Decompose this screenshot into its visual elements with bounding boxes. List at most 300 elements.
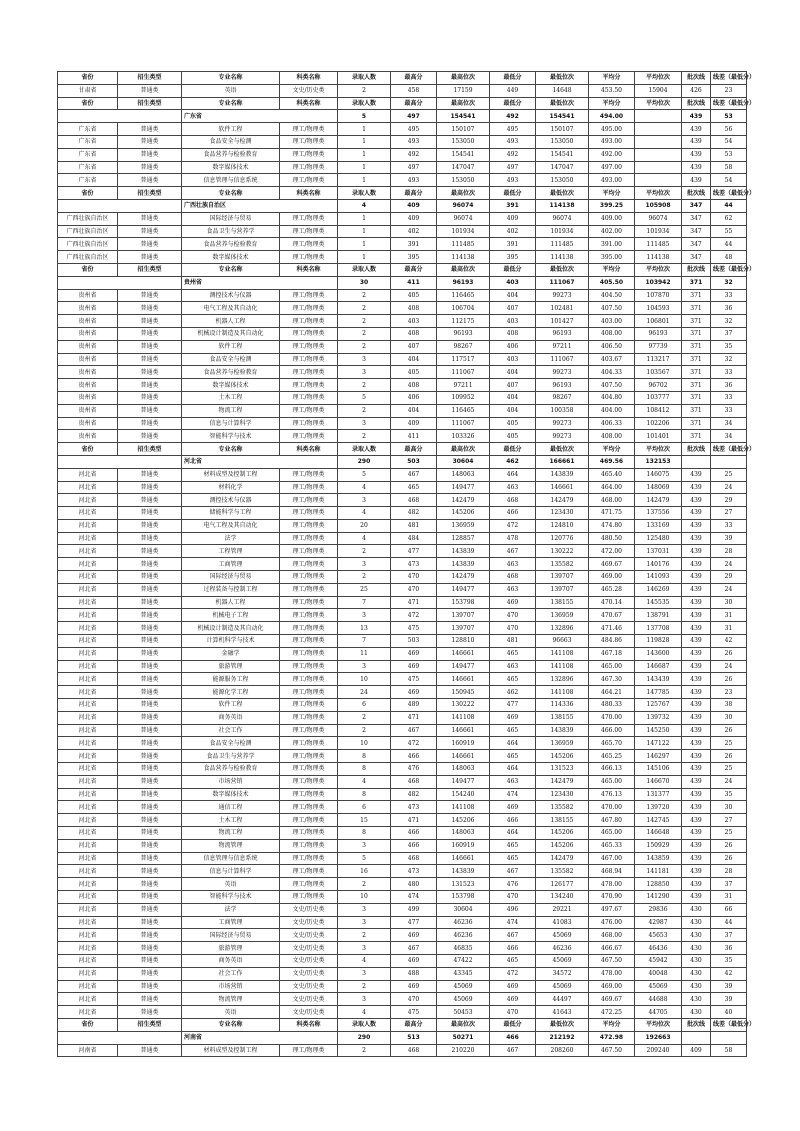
header-cell: 平均位次 [635,263,682,276]
table-cell: 普通类 [118,647,182,660]
table-cell: 广东省 [58,148,118,161]
table-cell: 普通类 [118,852,182,865]
table-cell: 46236 [536,942,589,955]
table-cell: 409.00 [589,212,635,225]
table-cell: 139720 [635,801,682,814]
table-cell: 物流工程 [182,827,280,840]
table-cell: 493.00 [589,174,635,187]
table-row [58,788,747,801]
table-cell: 149477 [437,660,490,673]
table-cell: 141290 [635,891,682,904]
table-row [58,801,747,814]
header-cell: 平均分 [589,187,635,200]
table-cell: 河北省 [58,980,118,993]
table-cell [635,161,682,174]
table-cell: 29836 [635,903,682,916]
table-cell: 111485 [437,238,490,251]
table-cell: 食品安全与检测 [182,353,280,366]
header-cell: 专业名称 [182,72,280,85]
table-cell: 347 [682,251,711,264]
table-cell: 河北省 [58,558,118,571]
summary-cell: 371 [682,276,711,289]
table-cell: 497.67 [589,903,635,916]
summary-cell [711,455,747,468]
table-cell: 普通类 [118,737,182,750]
header-cell: 科类名称 [280,263,338,276]
table-cell: 492.00 [589,148,635,161]
table-cell: 1 [338,135,391,148]
table-row [58,878,747,891]
table-cell: 134240 [536,891,589,904]
table-cell: 439 [682,596,711,609]
table-cell: 理工/物理类 [280,225,338,238]
header-cell: 最高位次 [437,72,490,85]
table-cell: 普通类 [118,891,182,904]
table-cell: 146661 [437,852,490,865]
table-cell: 467.50 [589,1044,635,1057]
table-cell: 477 [490,699,536,712]
table-cell: 371 [682,417,711,430]
table-cell: 403 [391,315,437,328]
header-cell: 最低位次 [536,1018,589,1031]
table-cell: 河北省 [58,942,118,955]
table-cell: 463 [490,583,536,596]
summary-cell: 469.56 [589,455,635,468]
table-cell: 476.00 [589,916,635,929]
header-cell: 省份 [58,443,118,456]
table-cell: 472.25 [589,1006,635,1019]
table-cell: 503 [391,635,437,648]
header-cell: 专业名称 [182,187,280,200]
table-row [58,545,747,558]
table-cell: 35 [711,340,747,353]
summary-cell: 132153 [635,455,682,468]
header-cell: 录取人数 [338,187,391,200]
table-cell: 3 [338,993,391,1006]
table-cell: 44 [711,916,747,929]
table-cell: 478.00 [589,878,635,891]
table-cell: 河北省 [58,507,118,520]
table-cell: 2 [338,84,391,97]
table-cell: 482 [391,788,437,801]
table-cell: 154240 [437,788,490,801]
table-row [58,161,747,174]
table-cell: 142479 [635,494,682,507]
table-cell: 2 [338,545,391,558]
header-cell: 最低分 [490,443,536,456]
table-cell: 信息与计算科学 [182,865,280,878]
table-cell: 普通类 [118,839,182,852]
table-cell: 391 [391,238,437,251]
table-cell: 25 [338,583,391,596]
summary-cell: 439 [682,110,711,123]
table-cell: 395.00 [589,251,635,264]
table-cell: 8 [338,763,391,776]
table-cell: 39 [711,980,747,993]
table-row [58,775,747,788]
table-cell: 45653 [635,929,682,942]
table-cell: 普通类 [118,545,182,558]
table-cell: 普通类 [118,315,182,328]
header-cell: 科类名称 [280,1018,338,1031]
table-row [58,673,747,686]
table-cell: 理工/物理类 [280,686,338,699]
table-cell: 过程装备与控制工程 [182,583,280,596]
table-cell: 463 [490,775,536,788]
header-cell: 线差（最低分） [711,97,747,110]
table-cell: 148069 [635,481,682,494]
table-cell: 149477 [437,775,490,788]
table-cell: 能源服务工程 [182,673,280,686]
table-cell: 125480 [635,532,682,545]
table-cell: 131523 [536,763,589,776]
table-row [58,327,747,340]
table-cell: 44497 [536,993,589,1006]
table-cell: 贵州省 [58,302,118,315]
header-cell: 最低分 [490,187,536,200]
table-cell: 146661 [437,724,490,737]
table-cell: 4 [338,1006,391,1019]
table-cell: 机械设计制造及其自动化 [182,327,280,340]
table-cell: 439 [682,123,711,136]
table-cell: 50453 [437,1006,490,1019]
header-cell: 批次线 [682,263,711,276]
summary-cell: 472.98 [589,1031,635,1044]
table-cell: 449 [490,84,536,97]
table-cell: 理工/物理类 [280,673,338,686]
table-cell: 工商管理 [182,916,280,929]
table-cell: 439 [682,161,711,174]
table-cell: 467.50 [589,954,635,967]
table-cell: 430 [682,954,711,967]
table-row [58,379,747,392]
table-cell: 430 [682,916,711,929]
table-cell: 3 [338,366,391,379]
table-cell: 467 [490,1044,536,1057]
table-cell: 132896 [536,622,589,635]
table-cell: 2 [338,289,391,302]
header-cell: 平均分 [589,97,635,110]
table-cell: 439 [682,519,711,532]
table-cell: 404.00 [589,404,635,417]
table-cell: 河北省 [58,583,118,596]
table-cell: 439 [682,750,711,763]
table-cell: 理工/物理类 [280,571,338,584]
table-cell: 河北省 [58,993,118,1006]
table-cell: 法学 [182,532,280,545]
table-cell: 河北省 [58,750,118,763]
table-cell: 403.00 [589,315,635,328]
table-cell: 贵州省 [58,379,118,392]
table-cell: 119828 [635,635,682,648]
table-cell: 文史/历史类 [280,954,338,967]
header-cell: 平均分 [589,443,635,456]
table-cell: 468 [391,1044,437,1057]
table-cell: 493 [391,135,437,148]
table-cell: 407 [490,302,536,315]
table-cell: 404 [391,404,437,417]
table-cell: 41643 [536,1006,589,1019]
table-cell: 150929 [635,839,682,852]
table-cell: 河北省 [58,827,118,840]
table-cell: 2 [338,302,391,315]
table-cell: 材料化学 [182,481,280,494]
table-cell: 137556 [635,507,682,520]
header-cell: 科类名称 [280,443,338,456]
header-cell: 招生类型 [118,263,182,276]
table-cell: 食品安全与检测 [182,135,280,148]
table-cell: 402 [391,225,437,238]
table-cell: 125767 [635,699,682,712]
table-cell: 482 [391,507,437,520]
table-cell: 137708 [635,622,682,635]
table-cell: 2 [338,1044,391,1057]
table-cell: 469.67 [589,558,635,571]
table-cell: 46835 [437,942,490,955]
table-cell: 广东省 [58,161,118,174]
header-cell: 招生类型 [118,1018,182,1031]
table-cell: 495 [490,123,536,136]
table-cell: 广东省 [58,123,118,136]
header-cell: 最高位次 [437,1018,490,1031]
table-cell: 普通类 [118,673,182,686]
table-cell: 107870 [635,289,682,302]
table-cell: 464 [490,763,536,776]
table-cell: 25 [711,737,747,750]
table-cell: 430 [682,967,711,980]
table-cell: 河北省 [58,814,118,827]
table-cell: 15 [338,814,391,827]
table-cell: 26 [711,724,747,737]
table-cell: 37 [711,929,747,942]
table-cell: 404 [490,366,536,379]
table-cell: 141181 [635,865,682,878]
table-cell: 电气工程及其自动化 [182,519,280,532]
table-cell: 146661 [437,673,490,686]
table-cell: 理工/物理类 [280,289,338,302]
table-cell: 477 [391,916,437,929]
table-cell: 139707 [536,583,589,596]
table-cell: 理工/物理类 [280,545,338,558]
table-cell: 1 [338,251,391,264]
table-cell: 普通类 [118,622,182,635]
table-cell: 普通类 [118,532,182,545]
header-cell: 平均位次 [635,1018,682,1031]
table-cell: 54 [711,135,747,148]
table-cell: 理工/物理类 [280,148,338,161]
header-cell: 最低位次 [536,443,589,456]
table-cell: 河北省 [58,801,118,814]
table-row [58,123,747,136]
table-cell: 机械电子工程 [182,609,280,622]
table-cell: 36 [711,942,747,955]
table-cell: 普通类 [118,711,182,724]
header-cell: 省份 [58,263,118,276]
table-cell: 146297 [635,750,682,763]
table-cell: 409 [490,212,536,225]
table-cell: 智能科学与技术 [182,430,280,443]
table-cell: 物流管理 [182,993,280,1006]
table-cell: 106704 [437,302,490,315]
table-cell: 142479 [437,494,490,507]
table-cell: 464 [490,827,536,840]
table-cell: 理工/物理类 [280,801,338,814]
table-cell: 470.90 [589,891,635,904]
table-cell: 44705 [635,1006,682,1019]
table-cell: 理工/物理类 [280,660,338,673]
table-cell: 143839 [437,545,490,558]
table-cell: 411 [391,430,437,443]
table-cell: 96702 [635,379,682,392]
table-cell: 25 [711,468,747,481]
table-cell: 469.67 [589,993,635,1006]
table-cell: 贵州省 [58,340,118,353]
table-cell: 466 [391,827,437,840]
table-cell: 文史/历史类 [280,1006,338,1019]
table-cell: 108412 [635,404,682,417]
table-cell: 474.80 [589,519,635,532]
table-cell: 14648 [536,84,589,97]
table-cell: 材料成型及控制工程 [182,468,280,481]
table-cell: 理工/物理类 [280,519,338,532]
table-cell: 理工/物理类 [280,878,338,891]
table-cell: 140176 [635,558,682,571]
table-cell: 24 [338,686,391,699]
summary-cell: 391 [490,199,536,212]
table-cell: 147122 [635,737,682,750]
summary-cell: 405.50 [589,276,635,289]
table-cell: 111067 [437,366,490,379]
table-cell: 普通类 [118,238,182,251]
table-cell: 371 [682,302,711,315]
table-row [58,532,747,545]
table-cell: 英语 [182,878,280,891]
table-cell: 114138 [635,251,682,264]
table-cell: 普通类 [118,302,182,315]
table-cell: 40048 [635,967,682,980]
table-cell: 河北省 [58,891,118,904]
table-cell: 145206 [437,507,490,520]
table-cell: 河北省 [58,788,118,801]
table-row [58,519,747,532]
table-cell: 4 [338,954,391,967]
table-cell: 33 [711,366,747,379]
table-cell: 30 [711,596,747,609]
table-cell: 439 [682,609,711,622]
table-cell: 贵州省 [58,315,118,328]
summary-province: 广西壮族自治区 [182,199,338,212]
table-cell: 111067 [437,417,490,430]
table-cell: 405 [490,430,536,443]
summary-province: 贵州省 [182,276,338,289]
table-cell: 467.18 [589,647,635,660]
table-cell: 44 [711,238,747,251]
table-cell: 工程管理 [182,545,280,558]
summary-cell: 462 [490,455,536,468]
table-cell: 河南省 [58,1044,118,1057]
table-cell: 391 [490,238,536,251]
table-cell: 31 [711,609,747,622]
table-cell: 45069 [536,954,589,967]
table-cell: 商务英语 [182,954,280,967]
table-cell: 普通类 [118,954,182,967]
table-cell: 47422 [437,954,490,967]
header-cell: 最低分 [490,1018,536,1031]
table-cell: 439 [682,852,711,865]
table-cell: 1 [338,238,391,251]
table-cell: 河北省 [58,571,118,584]
table-cell: 测控技术与仪器 [182,289,280,302]
table-row [58,724,747,737]
table-cell: 社会工作 [182,724,280,737]
table-cell: 465.00 [589,775,635,788]
table-cell: 439 [682,507,711,520]
summary-cell: 50271 [437,1031,490,1044]
table-cell: 66 [711,903,747,916]
table-cell: 文史/历史类 [280,903,338,916]
table-cell: 478.00 [589,967,635,980]
table-cell: 136959 [437,519,490,532]
table-cell: 371 [682,289,711,302]
table-cell: 468.00 [589,929,635,942]
table-cell: 135582 [536,865,589,878]
table-cell: 工商管理 [182,558,280,571]
table-cell: 395 [490,251,536,264]
table-row [58,839,747,852]
table-cell: 软件工程 [182,699,280,712]
table-cell: 普通类 [118,724,182,737]
table-cell: 理工/物理类 [280,596,338,609]
table-cell: 439 [682,686,711,699]
table-cell: 150945 [437,686,490,699]
table-cell: 31 [711,622,747,635]
table-cell: 理工/物理类 [280,558,338,571]
summary-cell: 103942 [635,276,682,289]
table-cell: 43345 [437,967,490,980]
summary-cell: 4 [338,199,391,212]
summary-cell: 44 [711,199,747,212]
table-cell: 文史/历史类 [280,929,338,942]
table-cell: 普通类 [118,379,182,392]
table-cell: 33 [711,391,747,404]
table-cell: 31 [711,891,747,904]
table-cell: 160919 [437,737,490,750]
table-cell: 44688 [635,993,682,1006]
table-cell: 河北省 [58,519,118,532]
table-cell: 理工/物理类 [280,238,338,251]
header-cell: 最低分 [490,72,536,85]
table-cell: 普通类 [118,750,182,763]
table-cell: 普通类 [118,571,182,584]
table-cell: 2 [338,711,391,724]
table-cell: 理工/物理类 [280,161,338,174]
table-cell: 7 [338,596,391,609]
table-cell: 468.00 [589,494,635,507]
table-cell: 广西壮族自治区 [58,238,118,251]
table-cell: 96074 [536,212,589,225]
table-cell: 139707 [536,571,589,584]
table-cell: 128850 [635,878,682,891]
table-cell: 3 [338,660,391,673]
table-cell: 116465 [437,289,490,302]
table-cell: 470 [490,1006,536,1019]
table-cell: 普通类 [118,929,182,942]
table-cell: 439 [682,148,711,161]
header-cell: 录取人数 [338,263,391,276]
table-cell: 464.00 [589,481,635,494]
summary-cell: 497 [391,110,437,123]
table-cell: 软件工程 [182,123,280,136]
